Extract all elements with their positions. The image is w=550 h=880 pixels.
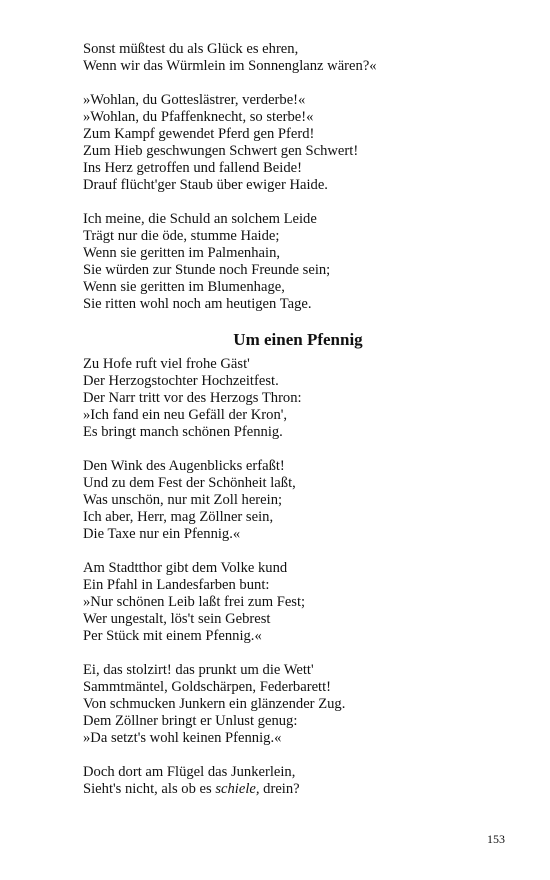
verse-line: »Nur schönen Leib laßt frei zum Fest; — [83, 594, 306, 610]
verse-line: Sonst müßtest du als Glück es ehren, — [83, 41, 299, 57]
verse-line: Zum Hieb geschwungen Schwert gen Schwert! — [83, 143, 359, 159]
verse-line: Von schmucken Junkern ein glänzender Zug. — [83, 696, 346, 712]
stanza — [83, 356, 503, 441]
stanza — [83, 211, 503, 313]
verse-line: Ein Pfahl in Landesfarben bunt: — [83, 577, 270, 593]
poem-title: Um einen Pfennig — [233, 330, 363, 349]
verse-line: Der Narr tritt vor des Herzogs Thron: — [83, 390, 302, 406]
verse-line: »Wohlan, du Gotteslästrer, verderbe!« — [83, 92, 306, 108]
verse-line: Per Stück mit einem Pfennig.« — [83, 628, 262, 644]
italic-word: schiele, — [215, 781, 260, 797]
stanza — [83, 560, 503, 645]
poem-continuation — [83, 41, 503, 313]
stanza — [83, 92, 503, 194]
verse-line: Dem Zöllner bringt er Unlust genug: — [83, 713, 298, 729]
verse-line: Was unschön, nur mit Zoll herein; — [83, 492, 283, 508]
verse-line: Zu Hofe ruft viel frohe Gäst' — [83, 356, 250, 372]
verse-line: Sie ritten wohl noch am heutigen Tage. — [83, 296, 312, 312]
verse-line: Doch dort am Flügel das Junkerlein, — [83, 764, 296, 780]
verse-line: »Ich fand ein neu Gefäll der Kron', — [83, 407, 288, 423]
verse-line: Der Herzogstochter Hochzeitfest. — [83, 373, 279, 389]
verse-text: Sieht's nicht, als ob es — [83, 781, 216, 797]
verse-line: Die Taxe nur ein Pfennig.« — [83, 526, 241, 542]
verse-line: Den Wink des Augenblicks erfaßt! — [83, 458, 285, 474]
stanza — [83, 764, 503, 798]
verse-line: Drauf flücht'ger Staub über ewiger Haide. — [83, 177, 328, 193]
verse-line: Wenn sie geritten im Palmenhain, — [83, 245, 281, 261]
verse-line-with-italic — [83, 781, 503, 798]
verse-line: Sammtmäntel, Goldschärpen, Federbarett! — [83, 679, 332, 695]
page-body — [83, 41, 503, 815]
verse-line: Sie würden zur Stunde noch Freunde sein; — [83, 262, 331, 278]
page-number: 153 — [487, 832, 505, 846]
verse-line: Ei, das stolzirt! das prunkt um die Wett' — [83, 662, 314, 678]
poem-um-einen-pfennig — [83, 356, 503, 798]
verse-line: Wenn wir das Würmlein im Sonnenglanz wären?« — [83, 58, 377, 74]
verse-line: Am Stadtthor gibt dem Volke kund — [83, 560, 288, 576]
verse-text: drein? — [259, 781, 300, 797]
verse-line: Ins Herz getroffen und fallend Beide! — [83, 160, 302, 176]
verse-line: »Da setzt's wohl keinen Pfennig.« — [83, 730, 282, 746]
verse-line: Und zu dem Fest der Schönheit laßt, — [83, 475, 296, 491]
verse-line: Wer ungestalt, lös't sein Gebrest — [83, 611, 271, 627]
stanza — [83, 458, 503, 543]
stanza — [83, 662, 503, 747]
verse-line: Wenn sie geritten im Blumenhage, — [83, 279, 285, 295]
stanza — [83, 41, 503, 75]
verse-line: Trägt nur die öde, stumme Haide; — [83, 228, 280, 244]
verse-line: »Wohlan, du Pfaffenknecht, so sterbe!« — [83, 109, 314, 125]
verse-line: Ich meine, die Schuld an solchem Leide — [83, 211, 317, 227]
verse-line: Es bringt manch schönen Pfennig. — [83, 424, 283, 440]
verse-line: Ich aber, Herr, mag Zöllner sein, — [83, 509, 274, 525]
verse-line: Zum Kampf gewendet Pferd gen Pferd! — [83, 126, 315, 142]
